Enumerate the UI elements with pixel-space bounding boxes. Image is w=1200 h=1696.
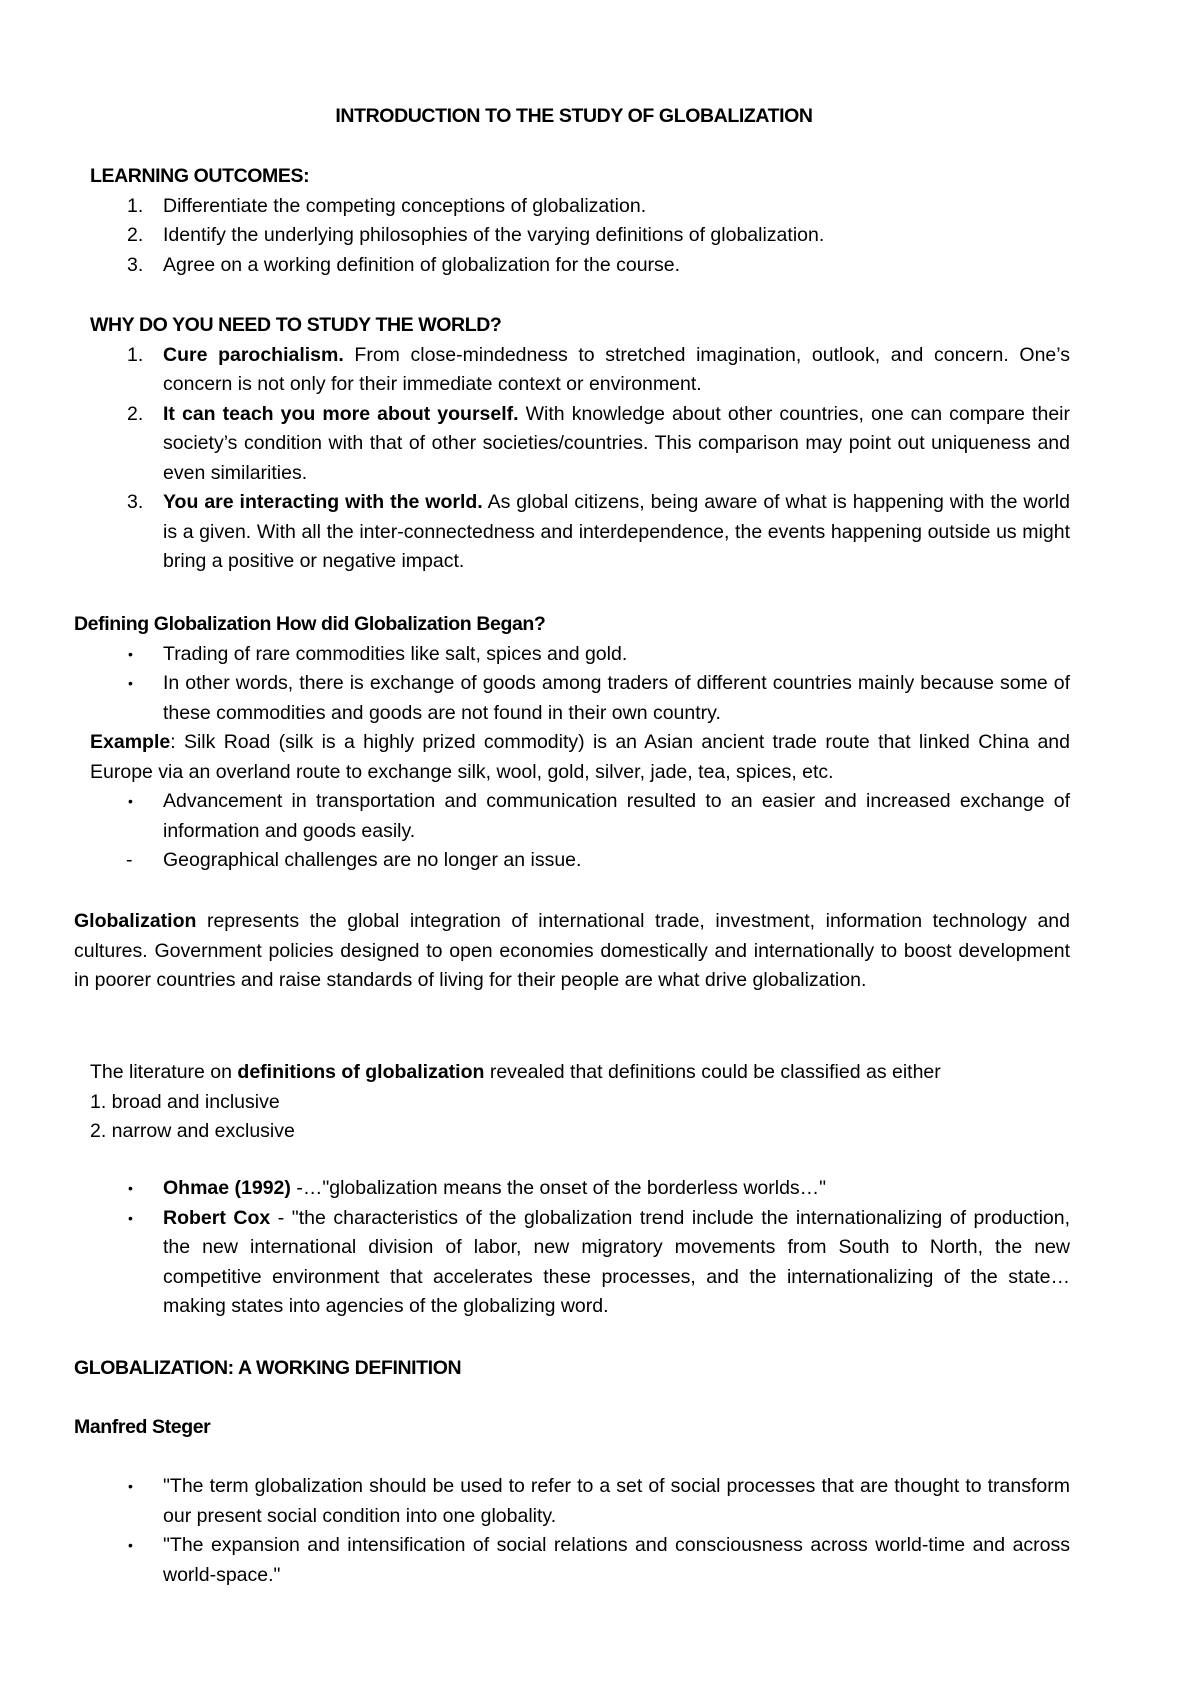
list-item: • "The expansion and intensification of social relations and consciousness across world-time and across world-space." xyxy=(74,1531,1070,1590)
list-item: 3. You are interacting with the world. As global citizens, being aware of what is happening with the world is a given. With all the inter-connectedness and interdependence, the events happening outside us might bring a positive or negative impact. xyxy=(127,491,1070,572)
literature-paragraph: The literature on definitions of globalization revealed that definitions could be classified as either xyxy=(90,1061,941,1083)
defining-bullets-2 xyxy=(74,787,1070,876)
bullet-icon: • xyxy=(128,645,133,662)
bullet-icon: • xyxy=(128,1537,133,1553)
list-item: • In other words, there is exchange of goods among traders of different countries mainly because some of these commodities and goods are not found in their own country. xyxy=(74,669,1070,728)
globalization-paragraph: Globalization represents the global integration of international trade, investment, information technology and cultures. Government policies designed to open economies domestically and internationally to boost development in poorer countries and raise standards of living for their people are what drive globalization. xyxy=(74,910,1070,991)
author-name: Manfred Steger xyxy=(74,1416,211,1438)
quotes-list xyxy=(74,1174,1070,1322)
list-item: • Advancement in transportation and communication resulted to an easier and increased exchange of information and goods easily. xyxy=(74,787,1070,846)
quotes-section xyxy=(74,1174,1070,1322)
list-item: • Trading of rare commodities like salt, spices and gold. xyxy=(74,640,1070,670)
learning-outcomes-list xyxy=(74,192,1070,281)
dash-icon: - xyxy=(126,849,133,871)
literature-item-1: 1. broad and inclusive xyxy=(90,1090,280,1113)
list-item: 3. Agree on a working definition of globalization for the course. xyxy=(127,253,681,276)
why-study-list xyxy=(74,341,1070,577)
bullet-icon: • xyxy=(128,1478,133,1494)
defining-section xyxy=(74,610,1070,876)
learning-outcomes-heading: LEARNING OUTCOMES: xyxy=(90,165,310,187)
working-definition-heading: GLOBALIZATION: A WORKING DEFINITION xyxy=(74,1357,462,1379)
steger-quotes-list xyxy=(74,1472,1070,1590)
list-item: • Ohmae (1992) -…"globalization means the onset of the borderless worlds…" xyxy=(74,1174,1070,1204)
bullet-icon: • xyxy=(128,1180,133,1196)
list-item: 2. It can teach you more about yourself. With knowledge about other countries, one can compare their society’s condition with that of other societies/countries. This comparison may point out uniqueness and even similarities. xyxy=(127,402,1070,484)
literature-item-2: 2. narrow and exclusive xyxy=(90,1120,295,1142)
steger-quotes-section xyxy=(74,1472,1070,1590)
list-item: • "The term globalization should be used to refer to a set of social processes that are thought to transform our present social condition into one globality. xyxy=(74,1472,1070,1531)
working-definition-section xyxy=(74,1354,1070,1384)
literature-section xyxy=(74,1058,1070,1147)
bullet-icon: • xyxy=(128,1209,133,1226)
bullet-icon: • xyxy=(128,793,133,809)
defining-heading: Defining Globalization How did Globalization Began? xyxy=(74,613,546,635)
list-item: 1. Cure parochialism. From close-mindedness to stretched imagination, outlook, and concern. One’s concern is not only for their immediate context or environment. xyxy=(127,343,1070,395)
page-title: INTRODUCTION TO THE STUDY OF GLOBALIZATION xyxy=(335,105,813,127)
list-item: • Robert Cox - "the characteristics of the globalization trend include the internationalizing of production, the new international division of labor, new migratory movements from South to North, the new competitive environment that accelerates these processes, and the internationalizing of the state…making states into agencies of the globalizing word. xyxy=(74,1204,1070,1322)
list-item: 2. Identify the underlying philosophies of the varying definitions of globalization. xyxy=(127,224,825,246)
example-paragraph: Example: Silk Road (silk is a highly prized commodity) is an Asian ancient trade route that linked China and Europe via an overland route to exchange silk, wool, gold, silver, jade, tea, spices, etc. xyxy=(90,731,1070,783)
learning-outcomes-section xyxy=(74,162,1070,280)
author-section xyxy=(74,1413,1070,1443)
list-item: 1. Differentiate the competing conceptions of globalization. xyxy=(127,194,647,217)
defining-bullets xyxy=(74,640,1070,729)
list-item: - Geographical challenges are no longer an issue. xyxy=(74,846,1070,876)
why-study-heading: WHY DO YOU NEED TO STUDY THE WORLD? xyxy=(90,314,502,336)
why-study-section xyxy=(74,311,1070,577)
bullet-icon: • xyxy=(128,675,133,691)
